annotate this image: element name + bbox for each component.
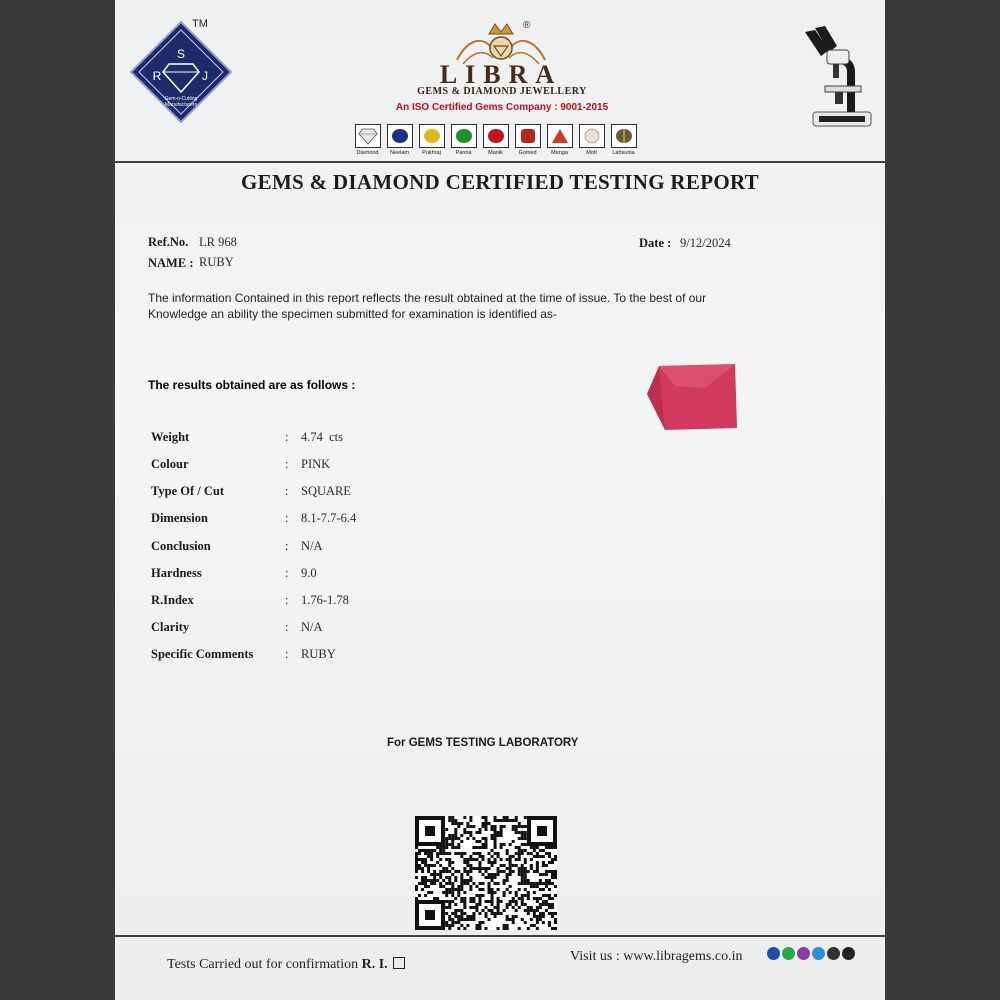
intro-paragraph — [148, 290, 798, 322]
results-heading: The results obtained are as follows : — [148, 378, 356, 392]
date-label: Date : — [639, 236, 672, 250]
result-label: Colour — [151, 457, 189, 471]
result-row-dimension: Dimension : 8.1-7.7-6.4 — [151, 511, 357, 525]
gem-name-label: Neelam — [390, 150, 409, 156]
gem-gomed — [513, 124, 542, 164]
result-value: N/A — [301, 620, 323, 634]
gem-name-label: Diamond — [356, 150, 379, 156]
neelam-gem-icon — [390, 127, 410, 145]
gem-neelam — [385, 124, 414, 164]
youtube-icon[interactable] — [827, 947, 840, 960]
result-value: RUBY — [301, 647, 336, 661]
brand-name: LIBRA — [439, 60, 563, 89]
whatsapp-icon[interactable] — [782, 947, 795, 960]
srj-letter-j: J — [202, 69, 208, 83]
ref-no-value: LR 968 — [199, 235, 237, 249]
result-row-type-cut: Type Of / Cut : SQUARE — [151, 484, 352, 498]
result-row-clarity: Clarity : N/A — [151, 620, 323, 634]
gem-icon-row — [353, 124, 653, 164]
registered-mark: ® — [523, 20, 531, 31]
gem-name-label: Manik — [488, 150, 503, 156]
manik-gem-icon — [486, 127, 506, 145]
result-label: Specific Comments — [151, 647, 254, 661]
result-label: Type Of / Cut — [151, 484, 225, 498]
name-label: NAME : — [148, 256, 194, 270]
gem-name-label: Lahsunia — [612, 150, 635, 156]
lahsunia-gem-icon — [614, 127, 634, 145]
result-row-colour: Colour : PINK — [151, 457, 331, 471]
result-value: SQUARE — [301, 484, 352, 498]
srj-logo — [127, 18, 235, 126]
panna-gem-icon — [454, 127, 474, 145]
iso-certification-line: An ISO Certified Gems Company : 9001-2015 — [395, 102, 609, 113]
footer-divider — [115, 935, 885, 937]
gomed-gem-icon — [518, 127, 538, 145]
srj-caption-2: Manufacturers — [165, 102, 197, 108]
trademark-mark: TM — [192, 18, 208, 30]
gem-name-label: Pukhraj — [422, 150, 441, 156]
qr-code[interactable] — [415, 816, 557, 930]
result-value: 1.76-1.78 — [301, 593, 349, 607]
result-row-specific-comments: Specific Comments : RUBY — [151, 647, 336, 661]
gem-pukhraj — [417, 124, 446, 164]
result-row-conclusion: Conclusion : N/A — [151, 539, 323, 553]
result-label: Dimension — [151, 511, 208, 525]
instagram-icon[interactable] — [797, 947, 810, 960]
footer-confirmation-text: Tests Carried out for confirmation — [167, 957, 359, 972]
microscope-icon — [795, 26, 879, 130]
ref-no-label: Ref.No. — [148, 235, 189, 249]
result-label: R.Index — [151, 593, 194, 607]
result-label: Hardness — [151, 566, 202, 580]
twitter-icon[interactable] — [812, 947, 825, 960]
srj-caption-1: Gem-n-Cutting — [164, 96, 198, 102]
certificate-sheet — [115, 0, 885, 1000]
brand-subtitle: GEMS & DIAMOND JEWELLERY — [417, 86, 587, 97]
result-value: PINK — [301, 457, 331, 471]
munga-gem-icon — [550, 127, 570, 145]
footer-ri-text: R. I. — [361, 957, 388, 972]
gem-panna — [449, 124, 478, 164]
name-value: RUBY — [199, 255, 234, 269]
gem-lahsunia — [609, 124, 638, 164]
report-title: GEMS & DIAMOND CERTIFIED TESTING REPORT — [241, 170, 759, 194]
gem-name-label: Munga — [551, 150, 568, 156]
social-icons — [767, 947, 855, 960]
gem-munga — [545, 124, 574, 164]
srj-letter-s: S — [176, 47, 186, 61]
moti-gem-icon — [582, 127, 602, 145]
facebook-icon[interactable] — [767, 947, 780, 960]
footer-confirmation — [167, 957, 405, 973]
pinterest-icon[interactable] — [842, 947, 855, 960]
footer-website[interactable]: Visit us : www.libragems.co.in — [570, 949, 743, 964]
gem-moti — [577, 124, 606, 164]
ri-checkbox[interactable] — [393, 957, 405, 969]
gem-name-label: Gomed — [518, 150, 537, 156]
gem-manik — [481, 124, 510, 164]
lab-signature-line: For GEMS TESTING LABORATORY — [387, 737, 579, 749]
result-label: Weight — [151, 430, 190, 444]
header-divider — [115, 161, 885, 163]
result-row-hardness: Hardness : 9.0 — [151, 566, 317, 580]
pukhraj-gem-icon — [422, 127, 442, 145]
result-value: 4.74 — [301, 430, 323, 444]
result-row-rindex: R.Index : 1.76-1.78 — [151, 593, 349, 607]
gem-name-label: Panna — [455, 150, 472, 156]
result-label: Clarity — [151, 620, 190, 634]
intro-line-1: The information Contained in this report reflects the result obtained at the time of issue. To the best of our — [148, 291, 707, 305]
result-unit: cts — [329, 430, 344, 444]
ruby-gem-photo — [645, 364, 737, 430]
srj-letter-r: R — [152, 69, 162, 83]
gem-name-label: Moti — [586, 150, 597, 156]
result-value: 8.1-7.7-6.4 — [301, 511, 357, 525]
diamond-gem-icon — [358, 127, 378, 145]
result-row-weight: Weight : 4.74 cts — [151, 430, 344, 444]
result-value: 9.0 — [301, 566, 317, 580]
result-value: N/A — [301, 539, 323, 553]
date-value: 9/12/2024 — [680, 236, 731, 250]
gem-diamond — [353, 124, 382, 164]
intro-line-2: Knowledge an ability the specimen submitted for examination is identified as- — [148, 307, 557, 321]
result-label: Conclusion — [151, 539, 211, 553]
